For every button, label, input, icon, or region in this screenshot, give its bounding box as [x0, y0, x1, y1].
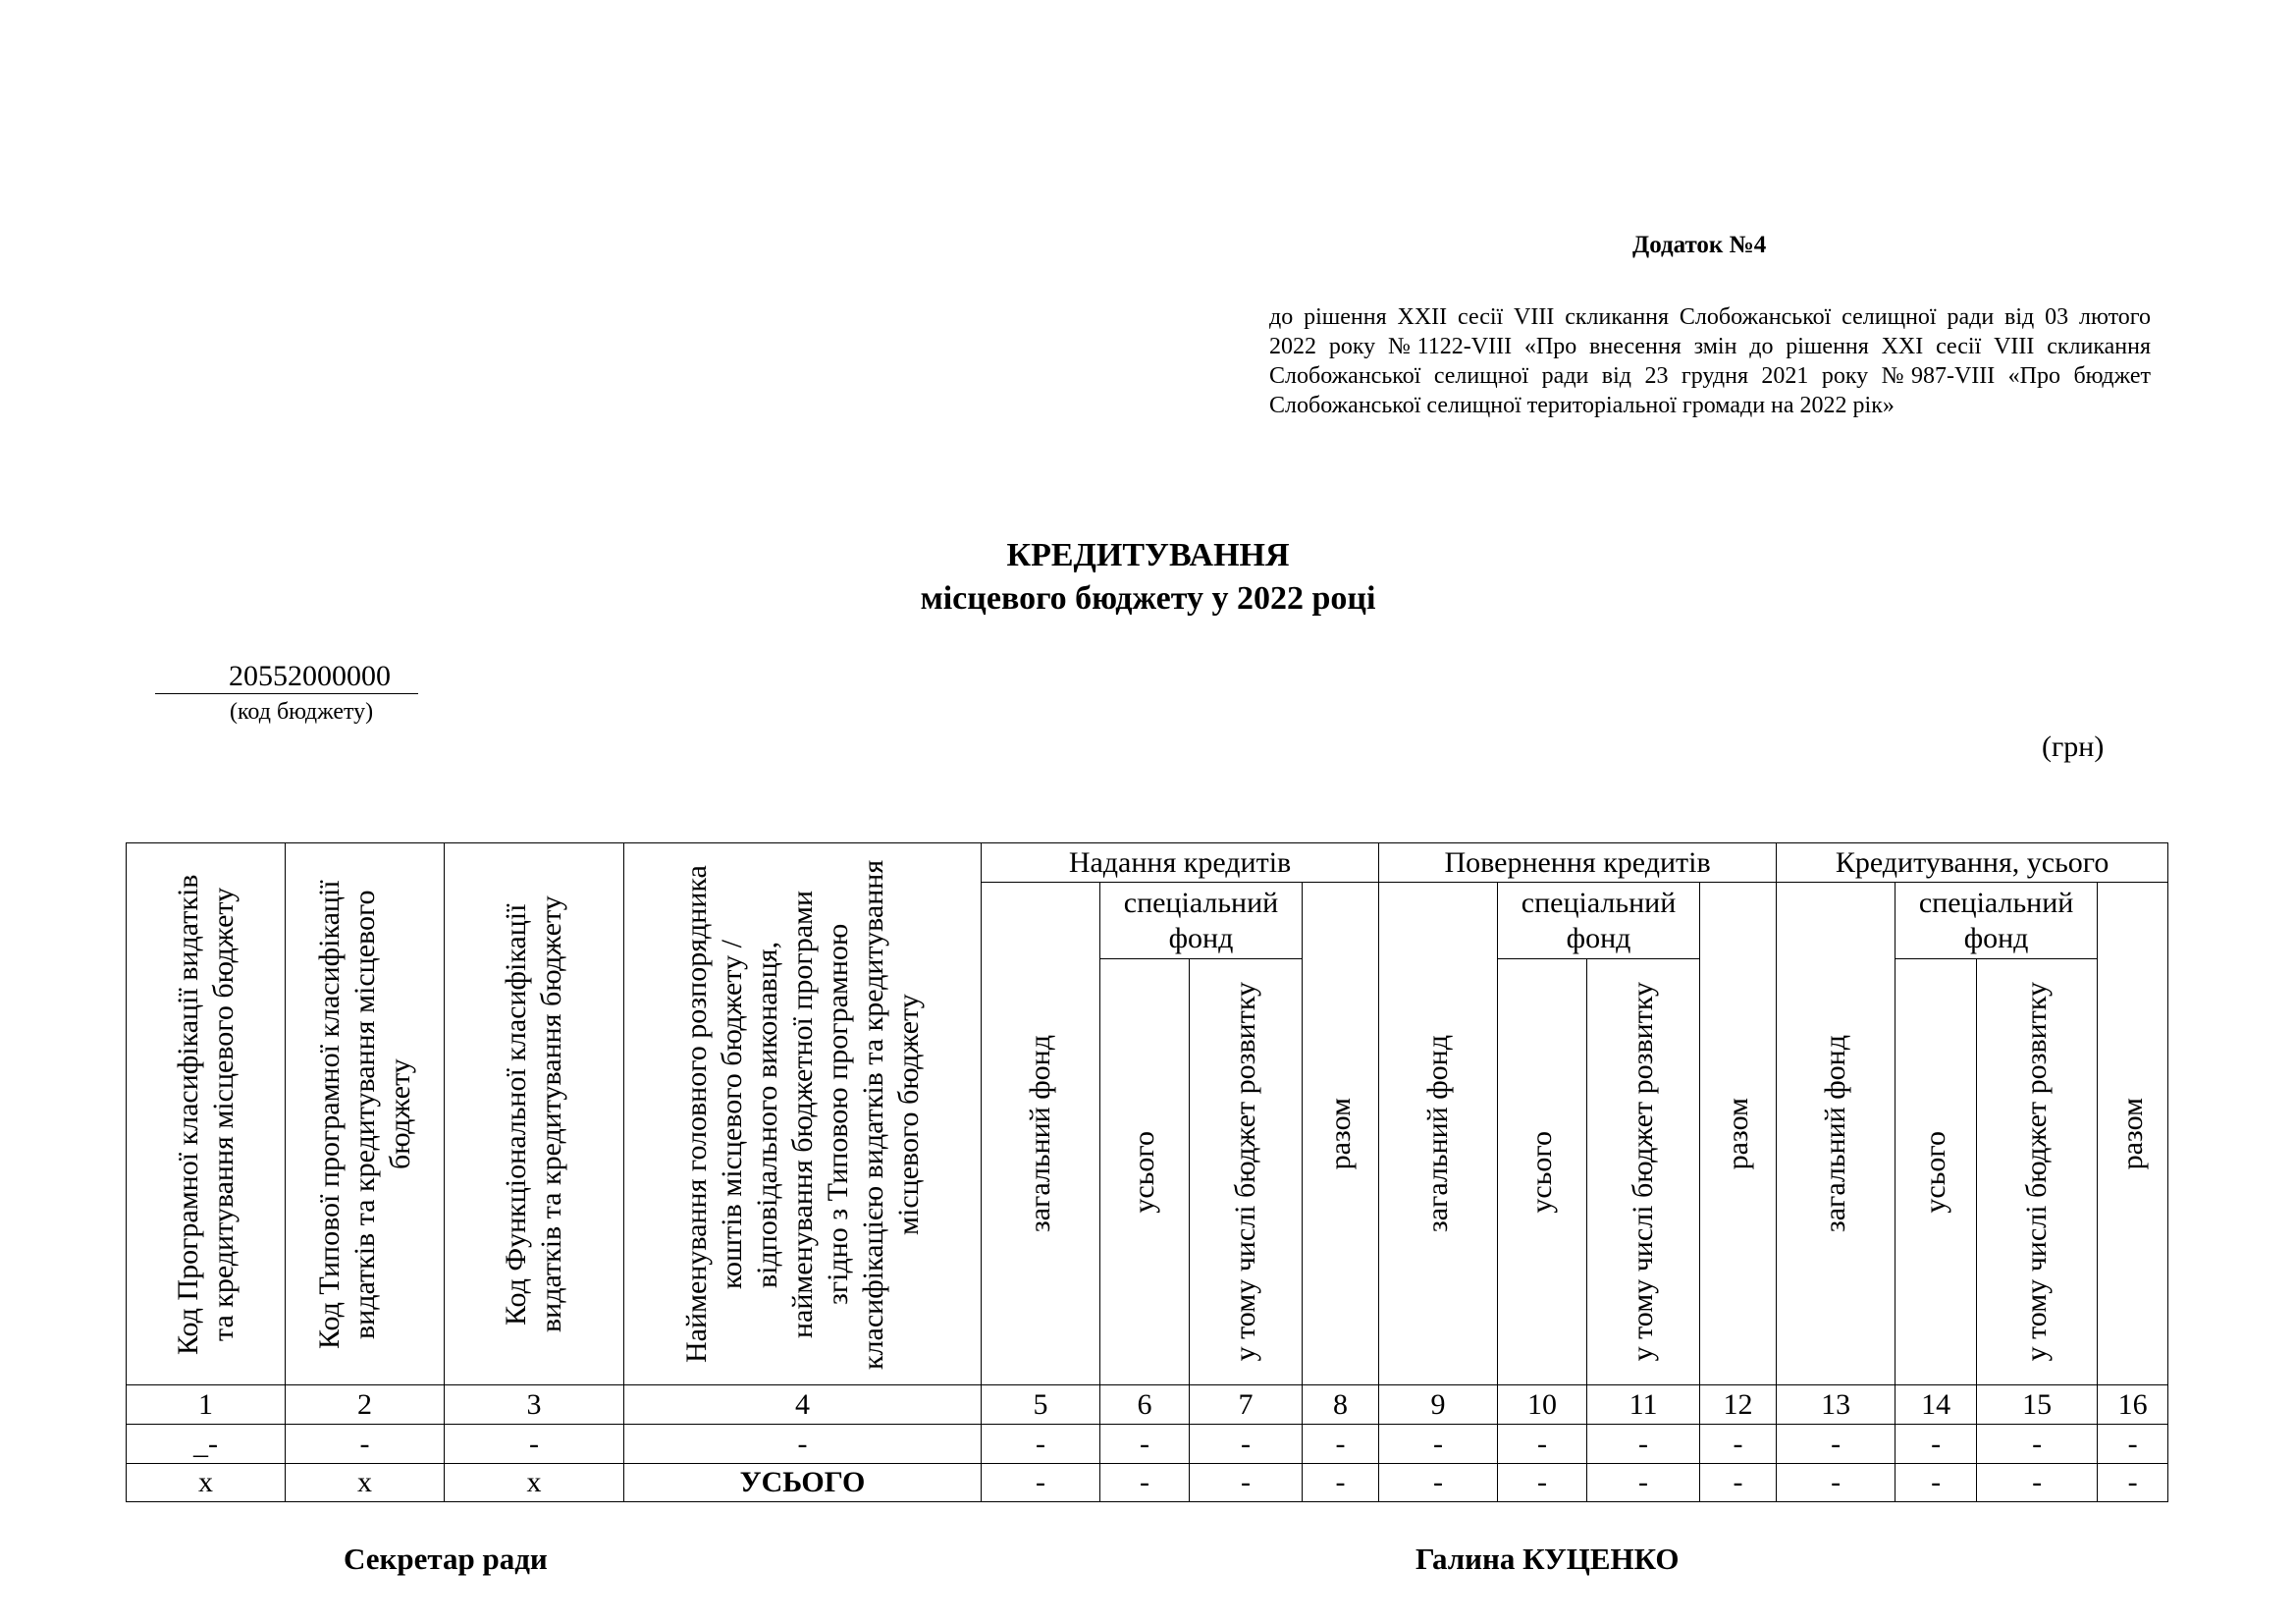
- annex-text: до рішення XXII сесії VIII скликання Слобожанської селищної ради від 03 лютого 2022 року №1122-VIII «Про внесення змін до рішення XXI сесії VIII скликання Слобожанської селищної ради від 23 грудня 2021 року №987-VIII «Про бюджет Слобожанської селищної територіальної громади на 2022 рік»: [1269, 304, 2151, 418]
- table-cell: -: [1379, 1425, 1498, 1464]
- header-special-fund: спеціальний фонд: [1100, 883, 1303, 959]
- crediting-table: [126, 842, 2168, 1502]
- group-header-lending: Надання кредитів: [982, 843, 1379, 883]
- table-cell: -: [1303, 1464, 1379, 1502]
- group-header-repayment: Повернення кредитів: [1379, 843, 1777, 883]
- header-functional-code: Код Функціональної класифікації видатків та кредитування бюджету: [445, 843, 624, 1385]
- table-cell: -: [1896, 1464, 1977, 1502]
- table-cell: -: [1379, 1464, 1498, 1502]
- header-special-total: усього: [1100, 959, 1190, 1385]
- table-cell: x: [127, 1464, 286, 1502]
- column-number: 6: [1100, 1385, 1190, 1425]
- column-number: 13: [1777, 1385, 1896, 1425]
- title-line-1: КРЕДИТУВАННЯ: [1006, 537, 1290, 573]
- signer-name: Галина КУЦЕНКО: [1415, 1542, 1680, 1576]
- annex-title: Додаток №4: [1632, 232, 1767, 258]
- column-number: 8: [1303, 1385, 1379, 1425]
- header-sum: разом: [1700, 883, 1777, 1385]
- table-cell: -: [1498, 1464, 1587, 1502]
- table-cell: -: [1977, 1464, 2098, 1502]
- column-number: 15: [1977, 1385, 2098, 1425]
- header-general-fund: загальний фонд: [1379, 883, 1498, 1385]
- table-cell: -: [2098, 1425, 2168, 1464]
- column-number: 7: [1190, 1385, 1303, 1425]
- table-cell: _-: [127, 1425, 286, 1464]
- table-cell: -: [1700, 1425, 1777, 1464]
- table-cell: -: [624, 1425, 982, 1464]
- total-label: УСЬОГО: [624, 1464, 982, 1502]
- table-row: [127, 1425, 2168, 1464]
- column-number: 12: [1700, 1385, 1777, 1425]
- column-number: 1: [127, 1385, 286, 1425]
- header-special-total: усього: [1896, 959, 1977, 1385]
- title-line-2: місцевого бюджету у 2022 році: [920, 580, 1376, 617]
- header-sum: разом: [2098, 883, 2168, 1385]
- table-cell: -: [1100, 1425, 1190, 1464]
- header-special-total: усього: [1498, 959, 1587, 1385]
- table-cell: -: [1190, 1425, 1303, 1464]
- table-cell: -: [1700, 1464, 1777, 1502]
- header-name: Найменування головного розпорядника коштів місцевого бюджету / відповідального виконавця, найменування бюджетної програми згідно з Типовою програмною класифікацією видатків та кредитування місцевого бюджету: [624, 843, 982, 1385]
- table-cell: -: [1587, 1464, 1700, 1502]
- table-cell: -: [1498, 1425, 1587, 1464]
- column-number: 4: [624, 1385, 982, 1425]
- column-number: 16: [2098, 1385, 2168, 1425]
- header-incl-development: у тому числі бюджет розвитку: [1977, 959, 2098, 1385]
- document-title: [0, 534, 2296, 621]
- column-number: 14: [1896, 1385, 1977, 1425]
- header-program-code: Код Програмної класифікації видатків та кредитування місцевого бюджету: [127, 843, 286, 1385]
- header-incl-development: у тому числі бюджет розвитку: [1587, 959, 1700, 1385]
- header-general-fund: загальний фонд: [982, 883, 1100, 1385]
- group-header-total: Кредитування, усього: [1777, 843, 2168, 883]
- column-numbers-row: [127, 1385, 2168, 1425]
- table-cell: -: [1587, 1425, 1700, 1464]
- column-number: 5: [982, 1385, 1100, 1425]
- currency-unit: (грн): [2042, 731, 2105, 763]
- budget-code-label: (код бюджету): [230, 699, 374, 725]
- header-typical-program-code: Код Типової програмної класифікації видатків та кредитування місцевого бюджету: [286, 843, 445, 1385]
- column-number: 9: [1379, 1385, 1498, 1425]
- table-cell: -: [1777, 1425, 1896, 1464]
- header-incl-development: у тому числі бюджет розвитку: [1190, 959, 1303, 1385]
- table-cell: x: [286, 1464, 445, 1502]
- table-cell: x: [445, 1464, 624, 1502]
- table-cell: -: [1100, 1464, 1190, 1502]
- column-number: 3: [445, 1385, 624, 1425]
- header-general-fund: загальний фонд: [1777, 883, 1896, 1385]
- total-row: [127, 1464, 2168, 1502]
- column-number: 11: [1587, 1385, 1700, 1425]
- header-special-fund: спеціальний фонд: [1896, 883, 2098, 959]
- header-special-fund: спеціальний фонд: [1498, 883, 1700, 959]
- table-cell: -: [982, 1464, 1100, 1502]
- table-cell: -: [2098, 1464, 2168, 1502]
- table-cell: -: [445, 1425, 624, 1464]
- table-cell: -: [1896, 1425, 1977, 1464]
- column-number: 2: [286, 1385, 445, 1425]
- table-cell: -: [1190, 1464, 1303, 1502]
- column-number: 10: [1498, 1385, 1587, 1425]
- table-cell: -: [286, 1425, 445, 1464]
- table-cell: -: [1977, 1425, 2098, 1464]
- budget-code: 20552000000: [155, 660, 418, 694]
- table-cell: -: [1303, 1425, 1379, 1464]
- secretary-title: Секретар ради: [344, 1542, 548, 1576]
- table-cell: -: [1777, 1464, 1896, 1502]
- table-cell: -: [982, 1425, 1100, 1464]
- header-sum: разом: [1303, 883, 1379, 1385]
